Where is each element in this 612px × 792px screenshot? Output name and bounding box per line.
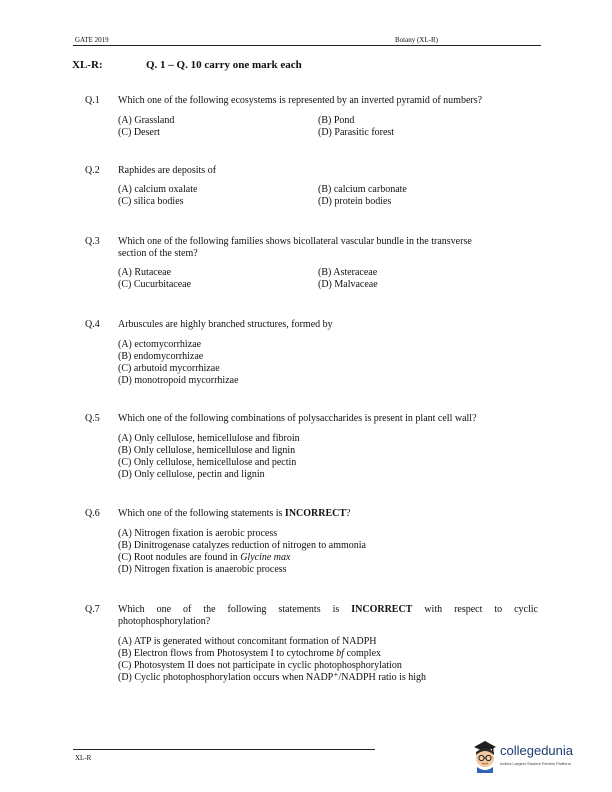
option-a: (A) ectomycorrhizae	[118, 339, 202, 350]
footer-divider	[73, 749, 375, 750]
option-b	[118, 648, 381, 660]
mascot-icon	[470, 739, 500, 773]
question-number: Q.6	[85, 508, 100, 519]
question-text: Raphides are deposits of	[118, 165, 217, 176]
option-b: (B) Pond	[318, 115, 355, 126]
question-text-end: ?	[346, 508, 351, 519]
option-c: (C) Photosystem II does not participate in cyclic photophosphorylation	[118, 660, 402, 671]
section-code: XL-R:	[72, 59, 103, 71]
brand-name: collegedunia	[500, 743, 574, 758]
question-text-line1: Which one of the following families shows bicollateral vascular bundle in the transverse	[118, 236, 472, 247]
question-text-line2: photophosphorylation?	[118, 616, 211, 627]
section-title: Q. 1 – Q. 10 carry one mark each	[146, 59, 302, 71]
question-text	[118, 508, 538, 520]
header-divider	[73, 45, 541, 46]
option-a: (A) Nitrogen fixation is aerobic process	[118, 528, 278, 539]
question-text-start: Which one of the following statements is	[118, 508, 285, 519]
footer-code: XL-R	[75, 754, 92, 762]
option-d: (D) Malvaceae	[318, 279, 378, 290]
question-text-end: with respect to cyclic	[412, 604, 538, 615]
question-text	[118, 604, 538, 628]
option-d: (D) Parasitic forest	[318, 127, 395, 138]
question-text: Which one of the following combinations of polysaccharides is present in plant cell wall?	[118, 413, 477, 424]
option-b: (B) Asteraceae	[318, 267, 378, 278]
header-exam-label: GATE 2019	[75, 36, 109, 44]
option-a: (A) Rutaceae	[118, 267, 172, 278]
option-c: (C) Only cellulose, hemicellulose and pectin	[118, 457, 297, 468]
option-c: (C) Cucurbitaceae	[118, 279, 192, 290]
option-b: (B) calcium carbonate	[318, 184, 407, 195]
question-text: Which one of the following ecosystems is represented by an inverted pyramid of numbers?	[118, 95, 483, 106]
emphasis-incorrect: INCORRECT	[284, 508, 347, 519]
option-d: (D) monotropoid mycorrhizae	[118, 375, 239, 386]
option-b: (B) endomycorrhizae	[118, 351, 204, 362]
question-text-line2: section of the stem?	[118, 248, 198, 259]
option-a: (A) ATP is generated without concomitant formation of NADPH	[118, 636, 377, 647]
option-a: (A) Only cellulose, hemicellulose and fibroin	[118, 433, 300, 444]
option-b: (B) Dinitrogenase catalyzes reduction of nitrogen to ammonia	[118, 540, 366, 551]
question-text	[118, 236, 538, 260]
option-a: (A) calcium oxalate	[118, 184, 198, 195]
question-number: Q.5	[85, 413, 100, 424]
question-number: Q.4	[85, 319, 100, 330]
option-b-tail: complex	[344, 648, 382, 659]
option-b-text: (B) Electron flows from Photosystem I to cytochrome	[118, 648, 337, 659]
option-c: (C) arbutoid mycorrhizae	[118, 363, 220, 374]
option-c	[118, 552, 290, 564]
emphasis-incorrect: INCORRECT	[351, 604, 413, 615]
question-text-start: Which one of the following statements is	[118, 604, 352, 615]
question-text: Arbuscules are highly branched structures, formed by	[118, 319, 333, 330]
option-b-italic: bf	[336, 648, 345, 659]
question-number: Q.2	[85, 165, 100, 176]
question-number: Q.3	[85, 236, 100, 247]
option-d: (D) Only cellulose, pectin and lignin	[118, 469, 265, 480]
option-c-text: (C) Root nodules are found in	[118, 552, 241, 563]
option-c: (C) Desert	[118, 127, 160, 138]
option-d: (D) Cyclic photophosphorylation occurs when NADP⁺/NADPH ratio is high	[118, 672, 427, 683]
option-c: (C) silica bodies	[118, 196, 184, 207]
option-b: (B) Only cellulose, hemicellulose and lignin	[118, 445, 296, 456]
option-d: (D) Nitrogen fixation is anaerobic process	[118, 564, 287, 575]
brand-tagline: India's Largest Student Review Platform	[500, 761, 572, 766]
question-number: Q.7	[85, 604, 100, 615]
question-number: Q.1	[85, 95, 100, 106]
option-d: (D) protein bodies	[318, 196, 392, 207]
option-a: (A) Grassland	[118, 115, 175, 126]
species-name: Glycine max	[240, 552, 291, 563]
header-subject-label: Botany (XL-R)	[395, 36, 438, 44]
